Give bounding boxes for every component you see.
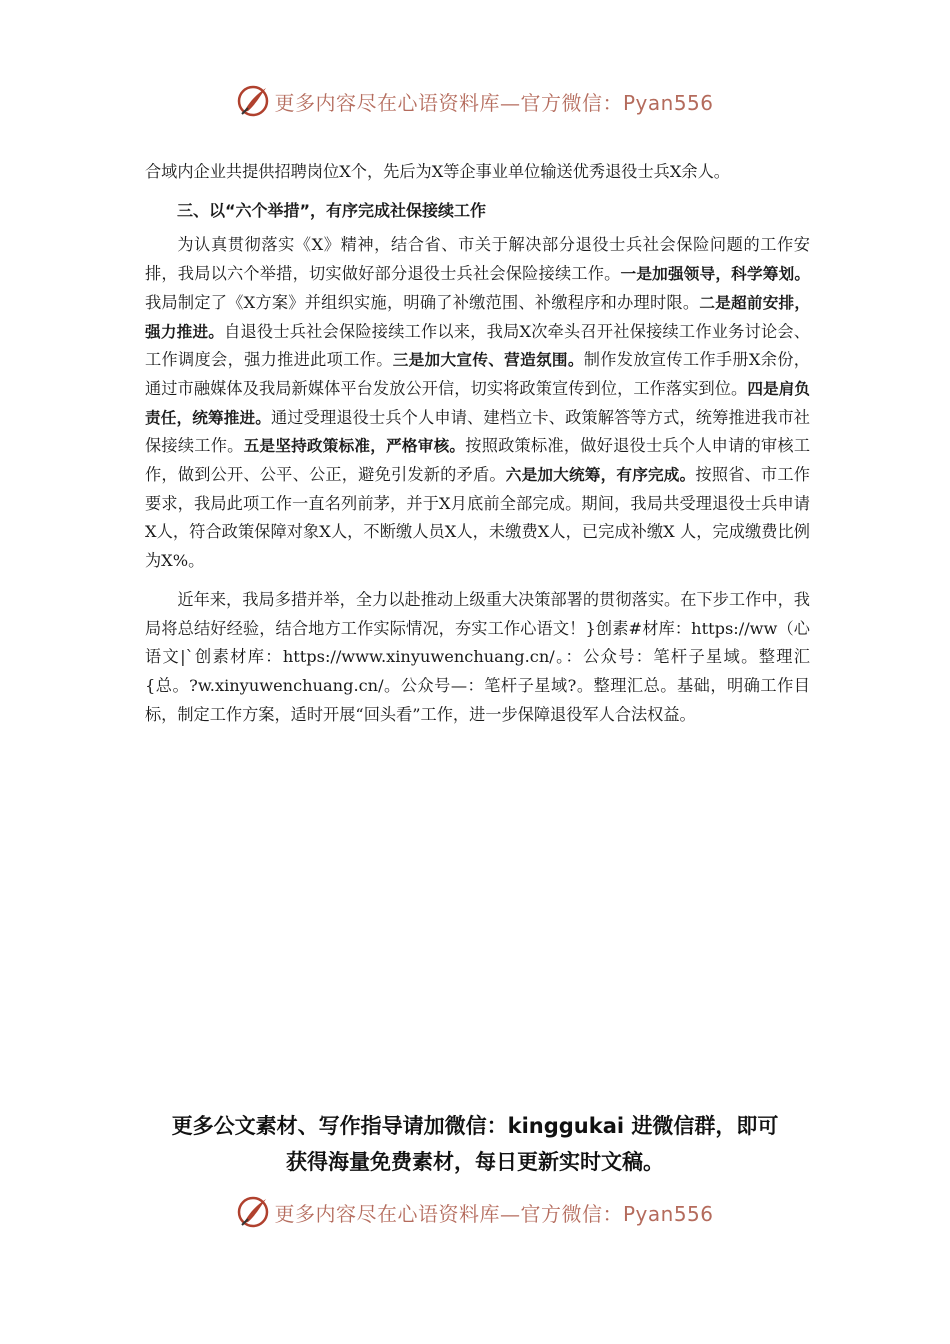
measure-4-title: 四是肩负责任，统筹推进。 <box>145 379 810 427</box>
footer-ad <box>0 1108 950 1180</box>
quill-logo-icon <box>236 84 270 118</box>
footer-ad-line-2: 获得海量免费素材，每日更新实时文稿。 <box>286 1150 664 1174</box>
watermark-text: 更多内容尽在心语资料库—官方微信：Pyan556 <box>274 1201 714 1226</box>
measure-6-title: 六是加大统筹，有序完成。 <box>505 466 696 485</box>
paragraph-summary: 近年来，我局多措并举，全力以赴推动上级重大决策部署的贯彻落实。在下步工作中，我局将总结好经验，结合地方工作实际情况，夯实工作心语文！}创素#材库：https://ww（心语文|`创素材库：https://www.xinyuwenchuang.cn/。：公众号：笔杆子星域。整理汇{总。?w.xinyuwenchuang.cn/。公众号—：笔杆子星域?。整理汇总。基础，明确工作目标，制定工作方案，适时开展“回头看”工作，进一步保障退役军人合法权益。 <box>145 589 810 724</box>
watermark-text: 更多内容尽在心语资料库—官方微信：Pyan556 <box>274 90 714 115</box>
quill-logo-icon <box>236 1195 270 1229</box>
measure-5-title: 五是坚持政策标准，严格审核。 <box>243 437 466 456</box>
document-body <box>145 158 810 729</box>
footer-watermark <box>0 1194 950 1230</box>
header-watermark <box>0 83 950 119</box>
measure-2-title: 二是超前安排，强力推进。 <box>145 293 810 341</box>
section-heading: 三、以“六个举措”，有序完成社保接续工作 <box>177 200 487 220</box>
measure-1-title: 一是加强领导，科学筹划。 <box>620 265 810 284</box>
paragraph-six-measures: 为认真贯彻落实《X》精神，结合省、市关于解决部分退役士兵社会保险问题的工作安排，我局以六个举措，切实做好部分退役士兵社会保险接续工作。一是加强领导，科学筹划。我局制定了《X方案》并组织实施，明确了补缴范围、补缴程序和办理时限。二是超前安排，强力推进。自退役士兵社会保险接续工作以来，我局X次牵头召开社保接续工作业务讨论会、工作调度会，强力推进此项工作。三是加大宣传、营造氛围。制作发放宣传工作手册X余份，通过市融媒体及我局新媒体平台发放公开信，切实将政策宣传到位，工作落实到位。四是肩负责任，统筹推进。通过受理退役士兵个人申请、建档立卡、政策解答等方式，统筹推进我市社保接续工作。五是坚持政策标准，严格审核。按照政策标准，做好退役士兵个人申请的审核工作，做到公开、公平、公正，避免引发新的矛盾。六是加大统筹，有序完成。按照省、市工作要求，我局此项工作一直名列前茅，并于X月底前全部完成。期间，我局共受理退役士兵申请X人，符合政策保障对象X人，不断缴人员X人，未缴费X人，已完成补缴X 人，完成缴费比例为X%。 <box>145 235 811 571</box>
footer-ad-line-1: 更多公文素材、写作指导请加微信：kinggukai 进微信群，即可 <box>171 1114 779 1138</box>
measure-3-title: 三是加大宣传、营造氛围。 <box>392 351 584 370</box>
paragraph-continued: 合域内企业共提供招聘岗位X个，先后为X等企事业单位输送优秀退役士兵X余人。 <box>145 162 730 181</box>
